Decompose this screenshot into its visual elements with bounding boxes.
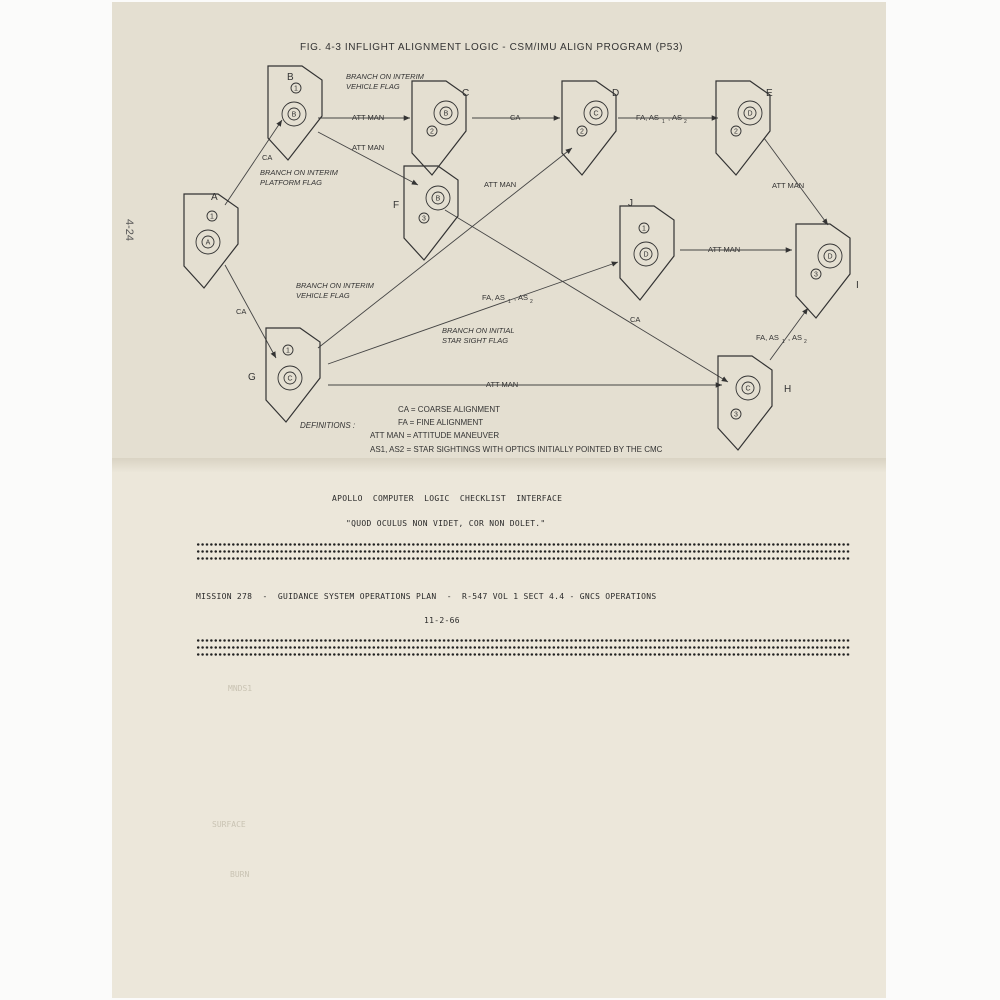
edge-label-ca: CA <box>236 307 247 316</box>
edge-label-att-man: ATT MAN <box>708 245 741 254</box>
node-a-label: A <box>211 192 218 203</box>
node-c-label: C <box>462 88 470 99</box>
branch-note: PLATFORM FLAG <box>260 178 322 187</box>
definition-line: ATT MAN = ATTITUDE MANEUVER <box>370 431 500 440</box>
edge-label-ca: CA <box>510 113 521 122</box>
svg-text:,: , <box>514 293 517 302</box>
svg-text:2: 2 <box>684 119 687 125</box>
edge-g-j <box>328 262 618 364</box>
branch-note: VEHICLE FLAG <box>346 82 400 91</box>
svg-text:C: C <box>287 375 293 383</box>
svg-text:1: 1 <box>508 299 511 305</box>
svg-text:1: 1 <box>642 225 646 233</box>
node-h <box>718 356 772 450</box>
edge-label-ca: CA <box>262 153 273 162</box>
dot-separator <box>196 651 850 658</box>
svg-text:C: C <box>745 385 751 393</box>
node-d <box>562 81 616 175</box>
ghost-text: MNDS1 <box>228 684 253 693</box>
ghost-text: BURN <box>230 870 250 879</box>
dot-separator <box>196 541 850 555</box>
node-e-label: E <box>766 88 773 99</box>
svg-text:C: C <box>593 110 599 118</box>
node-i-label: I <box>856 280 859 291</box>
edge-b-f <box>318 132 418 185</box>
mission-line: MISSION 278 - GUIDANCE SYSTEM OPERATIONS PLAN - R-547 VOL 1 SECT 4.4 - GNCS OPERATIONS <box>196 592 657 601</box>
edge-label-fa-as <box>636 113 687 125</box>
svg-text:D: D <box>827 253 833 261</box>
svg-text:2: 2 <box>734 128 738 136</box>
edge-label-att-man: ATT MAN <box>352 113 385 122</box>
edge-label-fa-as <box>756 333 807 345</box>
node-b <box>268 66 322 160</box>
edge-label-att-man: ATT MAN <box>772 181 805 190</box>
dot-separator <box>196 637 850 651</box>
svg-text:B: B <box>443 110 449 118</box>
branch-note: STAR SIGHT FLAG <box>442 336 509 345</box>
svg-text:2: 2 <box>580 128 584 136</box>
branch-note: VEHICLE FLAG <box>296 291 350 300</box>
edge-label-ca: CA <box>630 315 641 324</box>
svg-text:2: 2 <box>530 299 533 305</box>
svg-text:1: 1 <box>662 119 665 125</box>
svg-text:1: 1 <box>782 339 785 345</box>
branch-note: BRANCH ON INITIAL <box>442 326 515 335</box>
svg-text:3: 3 <box>814 271 818 279</box>
node-d-label: D <box>612 88 620 99</box>
svg-text:,: , <box>788 333 791 342</box>
node-e <box>716 81 770 175</box>
edge-g-d <box>318 148 572 348</box>
svg-text:B: B <box>291 111 297 119</box>
edge-label-att-man: ATT MAN <box>486 380 519 389</box>
branch-note: BRANCH ON INTERIM <box>296 281 374 290</box>
definition-line: FA = FINE ALIGNMENT <box>398 418 484 427</box>
page-number: 4-24 <box>123 218 136 242</box>
svg-text:AS: AS <box>518 293 529 302</box>
svg-text:FA, AS: FA, AS <box>482 293 505 302</box>
node-b-label: B <box>287 72 294 83</box>
figure-title: FIG. 4-3 INFLIGHT ALIGNMENT LOGIC - CSM/IMU ALIGN PROGRAM (P53) <box>300 42 684 53</box>
edge-label-fa-as <box>482 293 533 305</box>
svg-text:1: 1 <box>294 85 298 93</box>
definition-line: CA = COARSE ALIGNMENT <box>398 405 501 414</box>
svg-text:AS: AS <box>672 113 683 122</box>
node-g <box>266 328 320 422</box>
edge-a-g <box>225 265 276 358</box>
printout-date: 11-2-66 <box>424 616 460 625</box>
svg-text:1: 1 <box>286 347 290 355</box>
branch-note: BRANCH ON INTERIM <box>346 72 424 81</box>
svg-text:AS: AS <box>792 333 803 342</box>
node-f-label: F <box>393 200 400 211</box>
svg-text:3: 3 <box>734 411 738 419</box>
svg-text:2: 2 <box>804 339 807 345</box>
dot-separator <box>196 555 850 562</box>
svg-text:3: 3 <box>422 215 426 223</box>
svg-text:FA, AS: FA, AS <box>756 333 779 342</box>
svg-text:1: 1 <box>210 213 214 221</box>
node-h-label: H <box>784 384 792 395</box>
node-g-label: G <box>248 372 256 383</box>
definition-line: AS1, AS2 = STAR SIGHTINGS WITH OPTICS INITIALLY POINTED BY THE CMC <box>370 445 663 454</box>
edge-label-att-man: ATT MAN <box>484 180 517 189</box>
definitions-heading: DEFINITIONS : <box>300 421 356 430</box>
svg-text:D: D <box>643 251 649 259</box>
svg-text:2: 2 <box>430 128 434 136</box>
printout-header: APOLLO COMPUTER LOGIC CHECKLIST INTERFACE <box>332 494 563 503</box>
svg-text:FA, AS: FA, AS <box>636 113 659 122</box>
definitions <box>300 405 663 454</box>
printout-motto: "QUOD OCULUS NON VIDET, COR NON DOLET." <box>346 519 546 528</box>
node-c <box>412 81 466 175</box>
node-j <box>620 206 674 300</box>
edge-a-b <box>225 120 282 205</box>
node-j-label: J <box>628 198 633 209</box>
svg-text:A: A <box>205 239 211 247</box>
ghost-text: SURFACE <box>212 820 246 829</box>
diagram-labels <box>236 72 807 389</box>
node-i <box>796 224 850 318</box>
edge-label-att-man: ATT MAN <box>352 143 385 152</box>
svg-text:,: , <box>668 113 671 122</box>
svg-text:B: B <box>435 195 441 203</box>
svg-text:D: D <box>747 110 753 118</box>
branch-note: BRANCH ON INTERIM <box>260 168 338 177</box>
